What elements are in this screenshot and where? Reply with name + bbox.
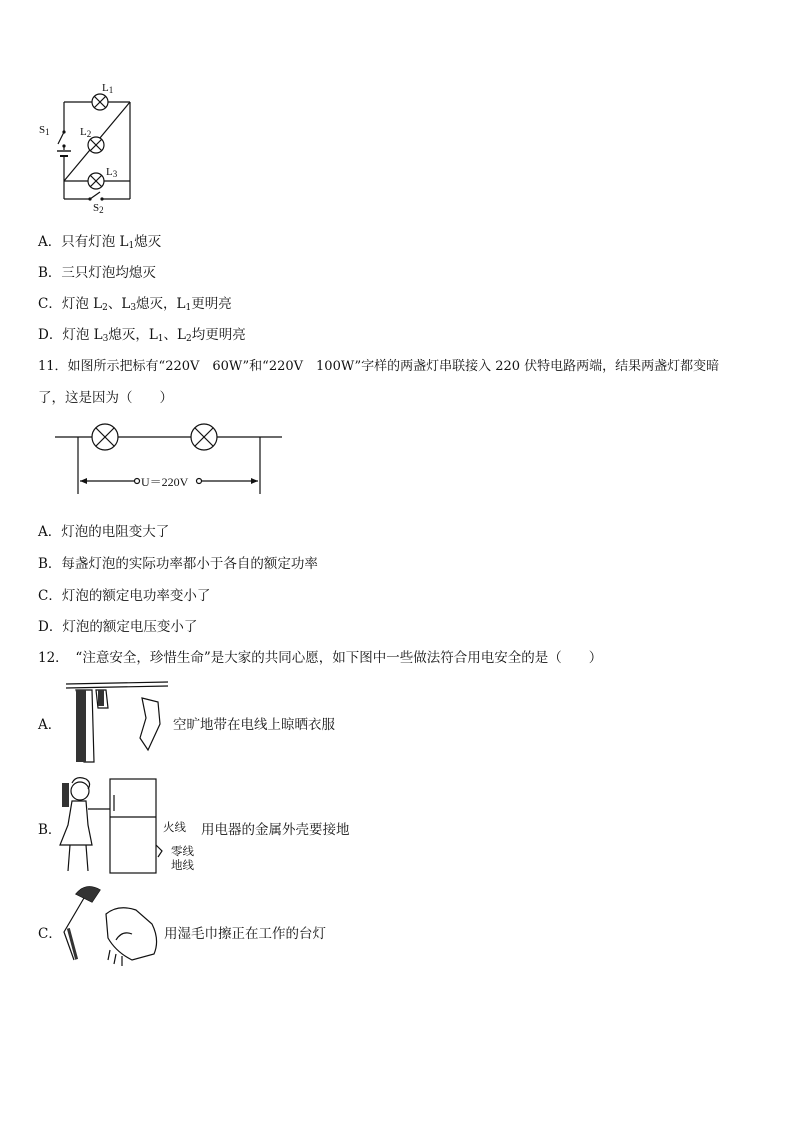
q12-option-c-text: 用湿毛巾擦正在工作的台灯 (164, 926, 326, 942)
clothes-on-wire-illustration (62, 678, 172, 766)
q12-option-b-letter: B． (38, 822, 62, 838)
q12-option-b-text: 用电器的金属外壳要接地 (201, 822, 350, 838)
wire-label-ground: 地线 (171, 858, 194, 872)
q12-option-c-letter: C． (38, 926, 62, 942)
label-S1: $S_1$ (39, 124, 50, 137)
label-S2: $S_2$ (93, 202, 104, 215)
wire-label-neutral: 零线 (171, 844, 194, 858)
q11-option-c: C．灯泡的额定电功率变小了 (38, 588, 211, 604)
q12-option-a-text: 空旷地带在电线上晾晒衣服 (173, 717, 335, 733)
q10-circuit-diagram (38, 78, 148, 220)
q10-option-d: D．灯泡 $L_3$熄灭，$L_1$、$L_2$均更明亮 (38, 327, 246, 344)
q10-option-b: B．三只灯泡均熄灭 (38, 265, 156, 281)
label-L2: $L_2$ (80, 126, 92, 139)
label-L3: $L_3$ (106, 166, 118, 179)
q12-stem: 12． “注意安全，珍惜生命”是大家的共同心愿，如下图中一些做法符合用电安全的是（ ） (38, 650, 603, 666)
q11-stem-line1: 11．如图所示把标有“220V 60W”和“220V 100W”字样的两盏灯串联接入 220 伏特电路两端，结果两盏灯都变暗 (38, 359, 720, 374)
voltage-label: U＝220V (141, 475, 189, 489)
q11-option-b: B．每盏灯泡的实际功率都小于各自的额定功率 (38, 556, 318, 572)
q10-option-a: A．只有灯泡 $L_1$熄灭 (38, 234, 162, 251)
q11-stem-line2: 了，这是因为（ ） (38, 390, 173, 406)
label-L1: $L_1$ (102, 82, 114, 95)
wire-label-live: 火线 (163, 820, 186, 834)
q12-option-a-letter: A． (38, 717, 62, 733)
q10-option-c: C．灯泡 $L_2$、$L_3$熄灭，$L_1$更明亮 (38, 296, 232, 313)
wet-towel-lamp-illustration (62, 884, 166, 968)
fridge-grounding-illustration (58, 775, 168, 875)
q11-option-a: A．灯泡的电阻变大了 (38, 524, 170, 540)
q11-option-d: D．灯泡的额定电压变小了 (38, 619, 198, 635)
